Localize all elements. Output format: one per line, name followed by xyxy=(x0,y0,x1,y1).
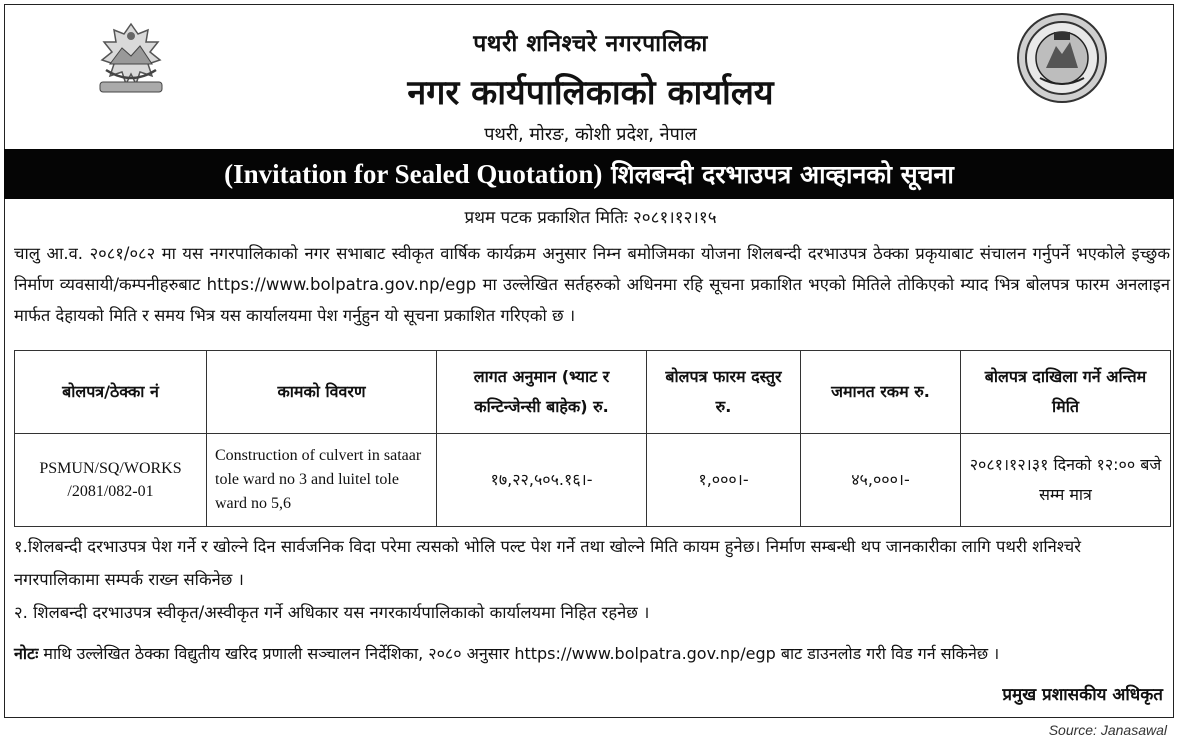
notice-title-bar xyxy=(4,149,1174,199)
table-row xyxy=(15,434,1171,527)
publish-date: प्रथम पटक प्रकाशित मितिः २०८१।१२।१५ xyxy=(464,208,717,228)
signatory: प्रमुख प्रशासकीय अधिकृत xyxy=(1002,685,1163,705)
header-description: कामको विवरण xyxy=(207,351,437,434)
cell-security: ४५,०००।- xyxy=(801,434,961,527)
header-form-fee: बोलपत्र फारम दस्तुर रु. xyxy=(647,351,801,434)
header-security: जमानत रकम रु. xyxy=(801,351,961,434)
municipality-name: पथरी शनिश्चरे नगरपालिका xyxy=(473,31,708,57)
title-nepali: शिलबन्दी दरभाउपत्र आव्हानको सूचना xyxy=(611,160,954,189)
notice-header xyxy=(0,0,1181,146)
condition-two: २. शिलबन्दी दरभाउपत्र स्वीकृत/अस्वीकृत गर्ने अधिकार यस नगरकार्यपालिकाको कार्यालयमा निहित रहनेछ । xyxy=(14,603,650,622)
intro-paragraph: चालु आ.व. २०८१/०८२ मा यस नगरपालिकाको नगर सभाबाट स्वीकृत वार्षिक कार्यक्रम अनुसार निम्न बमोजिमका योजना शिलबन्दी दरभाउपत्र ठेक्का प्रकृयाबाट संचालन गर्नुपर्ने भएकोले इच्छुक निर्माण व्यवसायी/कम्पनीहरुबाट https://www.bolpatra.gov.np/egp मा उल्लेखित सर्तहरुको अधिनमा रहि सूचना प्रकाशित भएको मितिले तोकिएको म्याद भित्र बोलपत्र फारम अनलाइन मार्फत देहायको मिति र समय भित्र यस कार्यालयमा पेश गर्नुहुन यो सूचना प्रकाशित गरिएको छ । xyxy=(14,244,1170,325)
table-header-row xyxy=(15,351,1171,434)
cell-contract-no: PSMUN/SQ/WORKS /2081/082-01 xyxy=(15,434,207,527)
municipality-seal-icon xyxy=(1016,12,1108,104)
cell-description: Construction of culvert in sataar tole ward no 3 and luitel tole ward no 5,6 xyxy=(207,434,437,527)
note-label: नोटः xyxy=(14,644,39,663)
note-text: माथि उल्लेखित ठेक्का विद्युतीय खरिद प्रणाली सञ्चालन निर्देशिका, २०८० अनुसार https://www.bolpatra.gov.np/egp बाट डाउनलोड गरी विड गर्न सकिनेछ । xyxy=(43,644,1000,663)
cell-form-fee: १,०००।- xyxy=(647,434,801,527)
cell-deadline: २०८१।१२।३१ दिनको १२:०० बजे सम्म मात्र xyxy=(961,434,1171,527)
header-contract-no: बोलपत्र/ठेक्का नं xyxy=(15,351,207,434)
tender-table xyxy=(14,350,1171,527)
cell-estimate: १७,२२,५०५.१६।- xyxy=(437,434,647,527)
source-credit: Source: Janasawal xyxy=(1048,722,1167,738)
header-deadline: बोलपत्र दाखिला गर्ने अन्तिम मिति xyxy=(961,351,1171,434)
office-name: नगर कार्यपालिकाको कार्यालय xyxy=(407,73,774,113)
condition-one: १.शिलबन्दी दरभाउपत्र पेश गर्ने र खोल्ने दिन सार्वजनिक विदा परेमा त्यसको भोलि पल्ट पेश गर्ने तथा खोल्ने मिति कायम हुनेछ। निर्माण सम्बन्धी थप जानकारीका लागि पथरी शनिश्चरे नगरपालिकामा सम्पर्क राख्न सकिनेछ । xyxy=(14,537,1082,589)
header-estimate: लागत अनुमान (भ्याट र कन्टिन्जेन्सी बाहेक) रु. xyxy=(437,351,647,434)
office-address: पथरी, मोरङ, कोशी प्रदेश, नेपाल xyxy=(484,124,697,145)
note-line xyxy=(14,642,1174,664)
title-english: (Invitation for Sealed Quotation) xyxy=(224,159,603,189)
